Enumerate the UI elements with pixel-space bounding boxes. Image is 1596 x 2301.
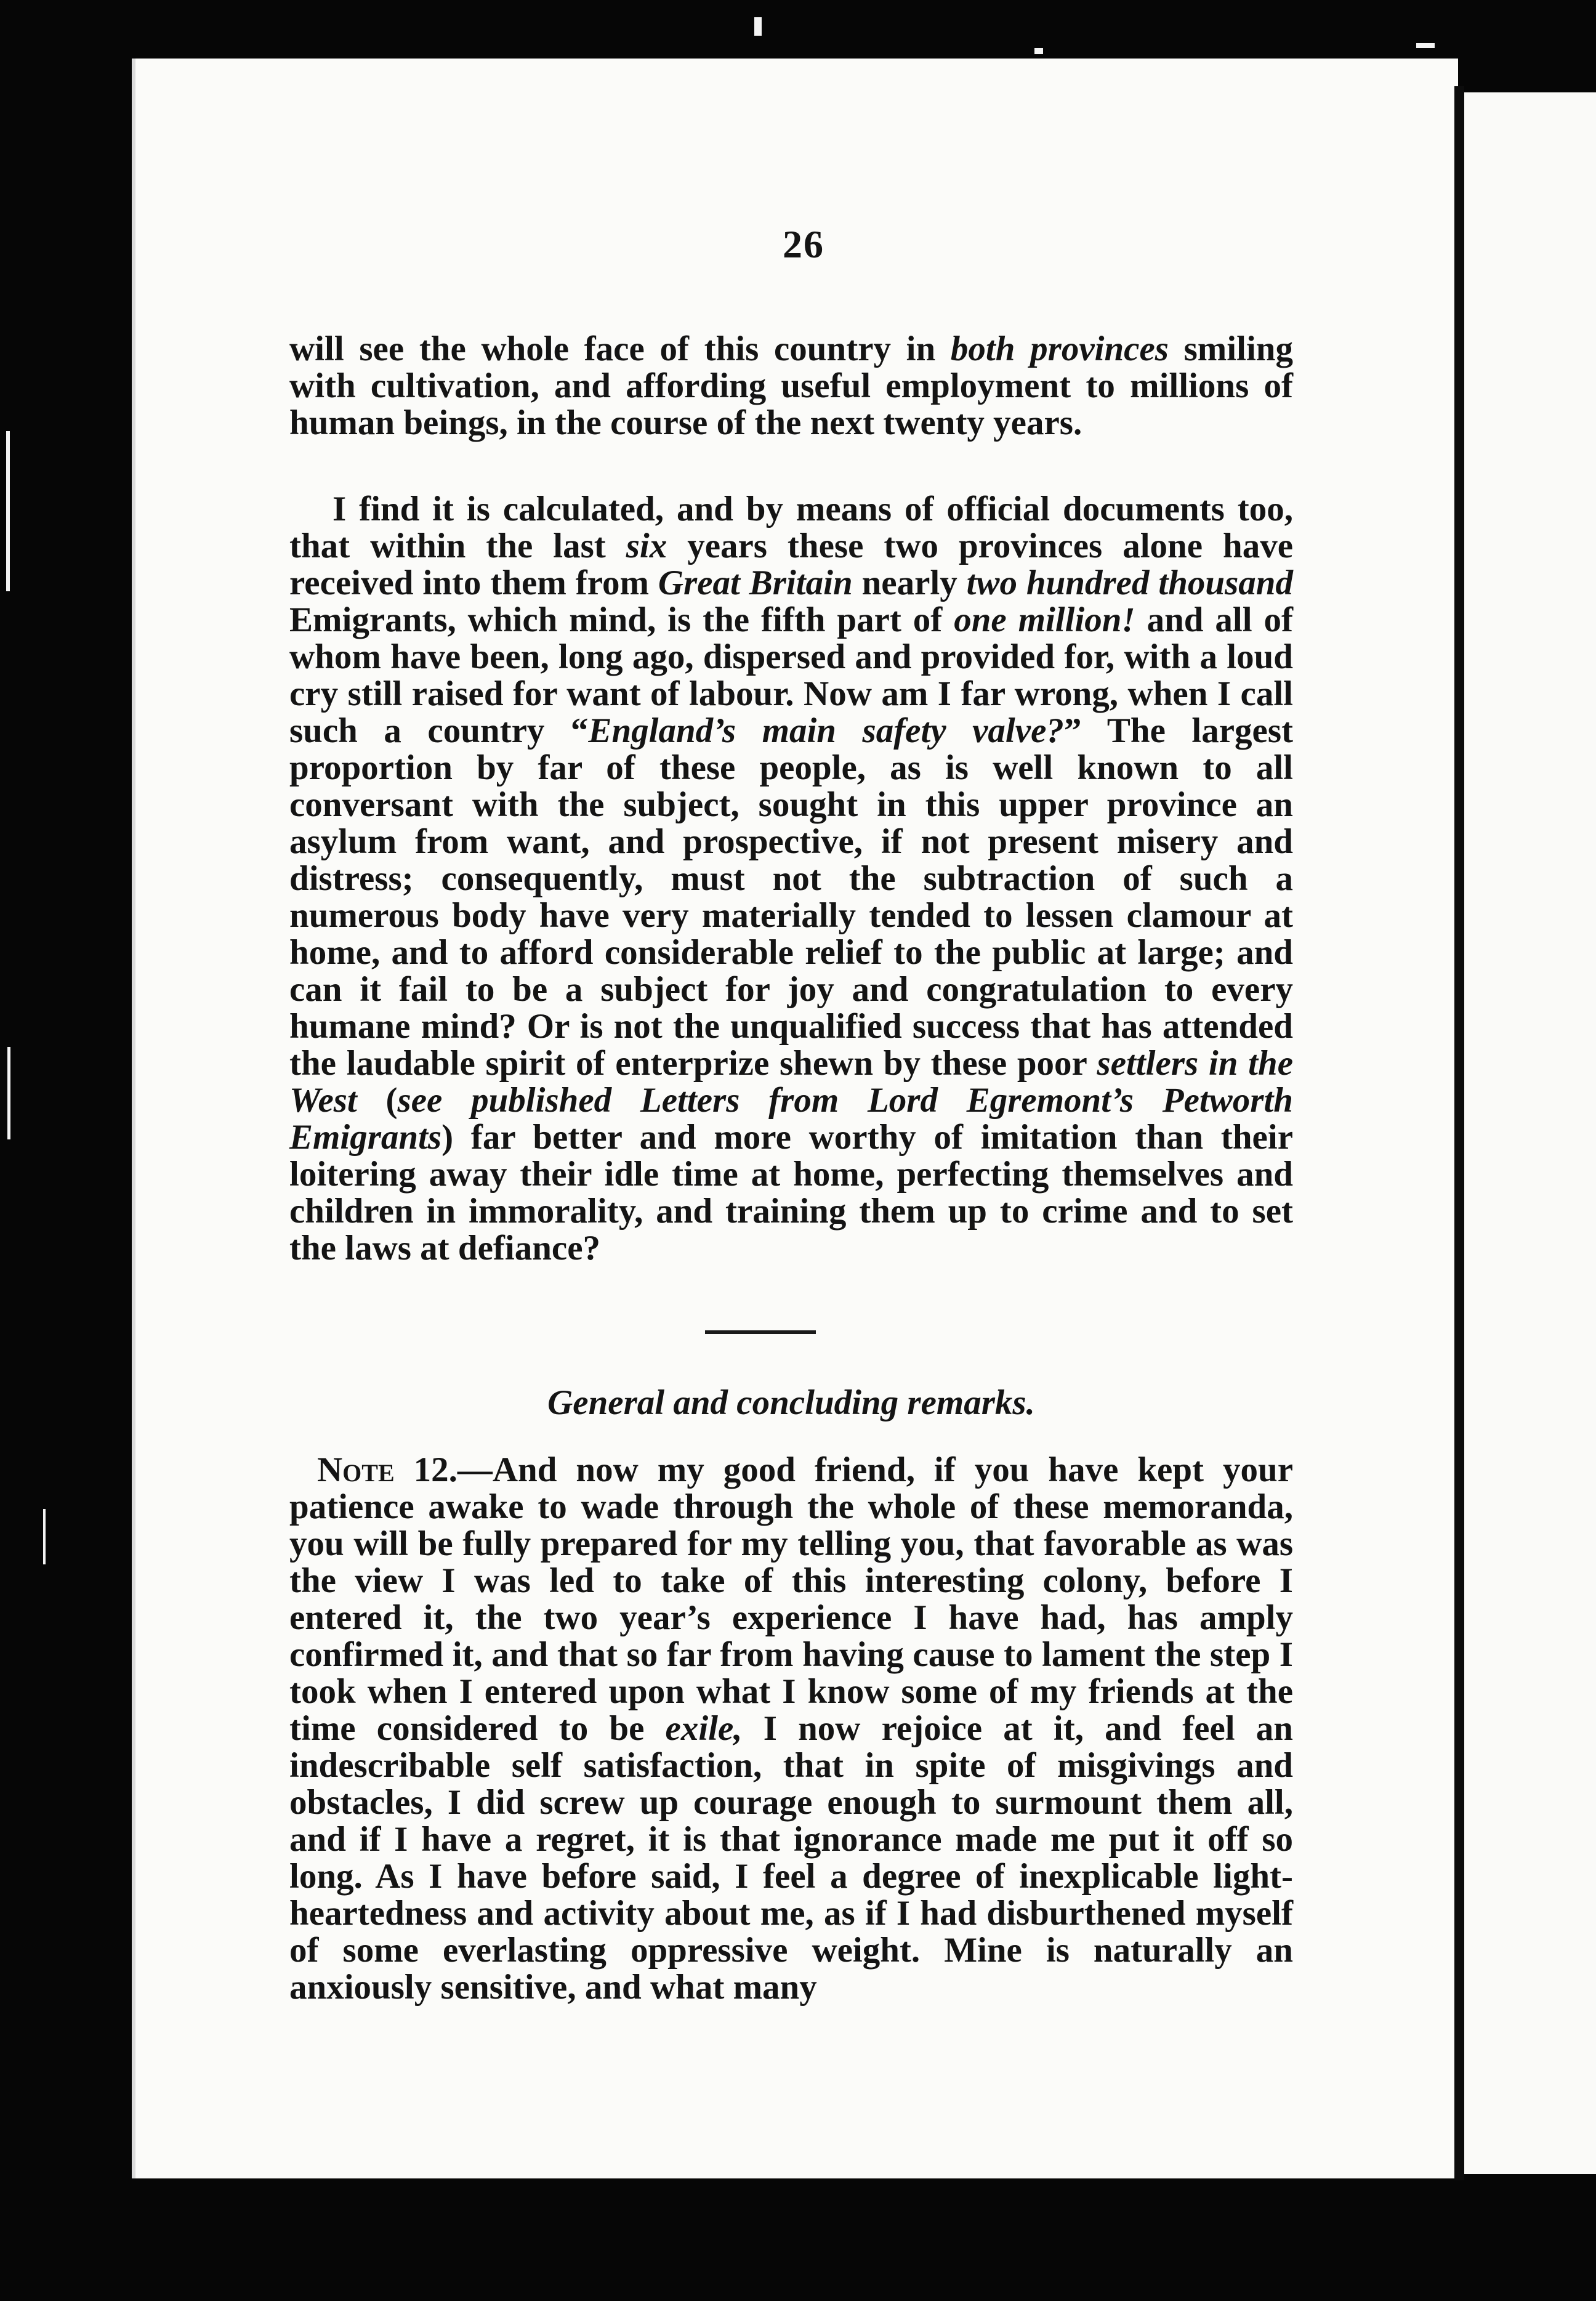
text-run: and all of whom have been, long ago, dispersed and provided for, with a loud cry still raised for want of labour. Now am I far wrong, when I call such a country “ (289, 601, 1293, 750)
scan-speck (7, 1047, 10, 1139)
section-heading: General and concluding remarks. (547, 1383, 1035, 1422)
emphasis-text: six (626, 527, 667, 565)
text-run: years these two provinces alone have received into them from (289, 527, 1293, 602)
text-run: —And now my good friend, if you have kept your patience awake to wade through the whole of these memoranda, you will be fully prepared for my telling you, that favorable as was the view I was led to take of this interesting colony, before I entered it, the two year’s experience I have had, has amply confirmed it, and that so far from having cause to lament the step I took when I entered upon what I know some of my friends at the time considered to be (289, 1450, 1294, 1748)
emphasis-text: see published Letters from Lord Egremont’s Petworth Emigrants (289, 1081, 1293, 1157)
emphasis-text: Great Britain (658, 564, 853, 602)
note-number: 12. (394, 1450, 457, 1489)
emphasis-text: England’s main safety valve? (588, 711, 1064, 750)
page-number: 26 (783, 222, 824, 266)
text-run: I find it is calculated, and by means of official documents too, that within the last (289, 490, 1293, 565)
emphasis-text: one million! (954, 601, 1135, 639)
paragraph (289, 331, 1293, 442)
emphasis-text: both provinces (950, 330, 1169, 368)
next-page-edge (1464, 92, 1596, 2174)
emphasis-text: settlers in the West (289, 1044, 1293, 1120)
scan-speck (43, 1509, 46, 1564)
text-run: will see the whole face of this country in (289, 330, 951, 368)
scan-speck (1034, 48, 1043, 54)
note-label: Note (317, 1450, 395, 1489)
paragraph (289, 491, 1293, 1267)
text-run: Emigrants, which mind, is the fifth part of (289, 601, 954, 639)
paragraph (289, 1452, 1293, 2006)
gutter-shadow (1454, 86, 1464, 2180)
emphasis-text: two hundred thousand (966, 564, 1294, 602)
scan-speck (6, 431, 10, 591)
scan-speck (1416, 43, 1435, 48)
text-run: nearly (852, 564, 967, 602)
text-run: ) far better and more worthy of imitation than their loitering away their idle time at home, perfecting themselves and children in immorality, and training them up to crime and to set the laws at defiance? (289, 1118, 1293, 1268)
text-run: ” The largest proportion by far of these people, as is well known to all conversant with the subject, sought in this upper province an asylum from want, and prospective, if not present misery and distress; consequently, must not the subtraction of such a numerous body have very materially tended to lessen clamour at home, and to afford considerable relief to the public at large; and can it fail to be a subject for joy and congratulation to every humane mind? Or is not the unqualified success that has attended the laudable spirit of enterprize shewn by these poor (289, 711, 1293, 1083)
emphasis-text: exile, (665, 1709, 743, 1748)
text-run: I now rejoice at it, and feel an indescribable self satisfaction, that in spite of misgivings and obstacles, I did screw up courage enough to surmount them all, and if I have a regret, it is that ignorance made me put it off so long. As I have before said, I feel a degree of inexplicable light-heartedness and activity about me, as if I had disburthened myself of some everlasting oppressive weight. Mine is naturally an anxiously sensitive, and what many (289, 1709, 1293, 2007)
text-run: ( (357, 1081, 398, 1120)
section-divider (705, 1330, 816, 1334)
scan-speck (754, 17, 762, 36)
text-run: smiling with cultivation, and affording useful employment to millions of human beings, in the course of the next twenty years. (289, 330, 1293, 442)
